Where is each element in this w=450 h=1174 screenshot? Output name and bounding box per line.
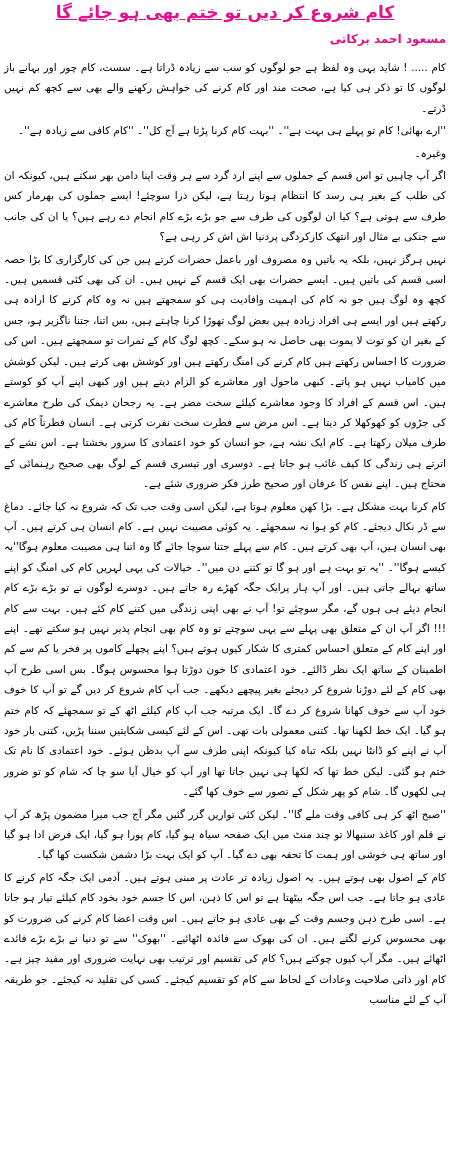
paragraph-7: ''صبح اٹھ کر ہی کافی وقت ملے گا''۔ لیکن کئی تواریں گزر گئیں مگر آج جب میرا مضمون پڑھ کر آپ نے قلم اور کاغذ سنبھالا تو چند منٹ میں ایک صفحہ سیاہ ہو گیا، کام پورا ہو گیا، ایک فرض ادا ہو گیا اور ساتھ ہی خوشی اور ہمت کا تحفہ بھی دے گیا۔ آپ کو ایک بہت بڑا دشمن شکست کھا گیا۔ [4, 808, 446, 862]
paragraph-3: وغیرہ۔ [414, 147, 446, 160]
paragraph-2: ''ارے بھائی! کام تو پہلے ہی بہت ہے''۔ ''بہت کام کرنا پڑتا ہے آج کل''۔ ''کام کافی سے زیادہ ہے''۔ [17, 125, 446, 138]
paragraph-5: نہیں ہرگز نہیں، بلکہ یہ باتیں وہ مصروف اور باعمل حضرات کرتے ہیں جن کی کارگزاری کا بڑا حصہ اسی قسم کی باتیں ہیں۔ ایسے حضرات بھی ایک قسم کے نہیں ہیں۔ ان کی بھی کئی قسمیں ہیں۔ کچھ وہ لوگ ہیں جو نہ کام کی اہمیت وافادیت ہی کو سمجھتے ہیں نہ وہ کام کرنے کا ارادہ ہی رکھتے ہیں اور ایسے ہی افراد زیادہ ہیں بعض لوگ تھوڑا کرنا چاہتے ہیں، بس اتنا، جتنا ناگزیر ہو، جس کے بغیر ان کو توت لا یموت بھی حاصل نہ ہو سکے۔ کچھ لوگ کام کے ثمرات تو سمجھتے ہیں۔ اس کی ضرورت کا احساس رکھتے ہیں کام کرنے کی امنگ رکھتے ہیں اور کوشش بھی کرتے ہیں۔ لیکن کوشش میں کامیاب نہیں ہو پاتے۔ کبھی ماحول اور معاشرے کو الزام دیتے ہیں اور کبھی اپنے آپ کو کوستے ہیں۔ اس قسم کے افراد کا وجود معاشرے کیلئے سخت مضر ہے۔ یہ رجحان دیمک کی طرح معاشرے کی جڑوں کو کھوکھلا کر دیتا ہے۔ اس مرض سے فطرت سخت نفرت کرتی ہے۔ انسان فطرتاً کام کی طرف میلان رکھتا ہے۔ کام ایک نشہ ہے، جو انسان کو خود اعتمادی کا سرور بخشتا ہے۔ اس نشے کے اترتے ہی زندگی کا کیف غائب ہو جاتا ہے۔ دوسری اور تیسری قسم کے لوگ بھی صحیح رہنمائی کے محتاج ہیں۔ اپنے نفس کا عرفان اور صحیح طرز فکر ضروری شئے ہے۔ [4, 253, 446, 491]
paragraph-6: کام کرنا بہت مشکل ہے۔ بڑا کھن معلوم ہوتا ہے، لیکن اسی وقت جب تک کہ شروع نہ کیا جائے۔ دماغ سے ڈر نکال دیجئے۔ کام کو ہوا نہ سمجھئے۔ یہ کوئی مصیبت نہیں ہے۔ کام انسان ہی کرتے ہیں۔ آپ بھی انسان ہیں، آپ بھی کرتے ہیں۔ کام سے پہلے جتنا سوچا جائے گا وہ اتنا ہی مصیبت معلوم ہوگا''یہ کیسے ہوگا''۔ ''یہ تو بہت ہے اور ہو گا تو کتنے دن میں''۔ خیالات کی یہی لہریں کام کی امنگ کو اپنے ساتھ بہالے جاتی ہیں۔ اور آپ ہار پرایک جگہ کھڑے رہ جاتے ہیں۔ دوسرے لوگوں نے تو بڑے بڑے کام انجام دیئے ہی ہوں گے، مگر سوچئے تو! آپ نے بھی اپنی زندگی میں کتنے کام کئے ہیں۔ بہت سے کام !!! اگر آپ ان کے متعلق بھی پہلے سے یہی سوچتے تو وہ کام بھی انجام پذیر نہیں ہو سکتے تھے۔ اپنے اور اپنے کام کے متعلق احساس کمتری کا شکار کیوں ہوتے ہیں؟ اپنے پچھلے کاموں پر فخر یا کم سے کم اطمینان کے ساتھ ایک نظر ڈالئے۔ خود اعتمادی کا خون دوڑتا ہوا محسوس ہوگا۔ بس اسی طرح آپ بھی کام کے لئے دوڑنا شروع کر دیجئے بغیر پیچھے دیکھے۔ جب آپ کام شروع کر دیں گے تو آپ کا خوف خود آپ سے خوف کھانا شروع کر دے گا۔ ایک مرتبہ جب آپ کام کیلئے اٹھ کے تو سمجھئے کہ کام ختم ہو گیا۔ ایک خط لکھنا تھا۔ کتنی معمولی بات تھی۔ اس کے لئے کیسی شکایتیں سننا پڑیں، کتنی بار خود آپ نے اپنے کو ڈانٹا نہیں بلکہ تباہ کیا کیونکہ اپنی طرف سے آپ بدظن ہوئے۔ خود اعتمادی کا نام تک ختم ہو گئی۔ لیکن خط تھا کہ لکھا ہی نہیں جاتا تھا اور آپ کو خیال آیا سو چا کہ شام کو تو ضرور ہی لکھوں گا۔ شام کو پھر شکل کے تصور سے خوف کھا گئے۔ [4, 500, 446, 799]
article-author: مسعود احمد برکاتی [329, 32, 446, 46]
article-title: کام شروع کر دیں تو ختم بھی ہو جائے گا [55, 3, 395, 23]
paragraph-1: کام ..... ! شاید یہی وہ لفظ ہے جو لوگوں کو سب سے زیادہ ڈراتا ہے۔ سست، کام چور اور بہانے باز لوگوں کا تو ذکر ہی کیا ہے، صحت مند اور کام کرنے کی خواہش رکھنے والے بھی سے کچھ کم نہیں ڈرتے۔ [4, 62, 446, 115]
paragraph-4: اگر آپ چاہیں تو اس قسم کے جملوں سے اپنے ارد گرد سے ہر وقت اپنا دامن بھر سکتے ہیں، کیونکہ ان کی طلب کے بغیر ہی رسد کا انتظام ہوتا رہتا ہے، لیکن ذرا سوچئے! ایسے جملوں کی بھرمار کس طرف سے ہوتی ہے؟ کیا ان لوگوں کی طرف سے جو بڑے بڑے کام انجام دے رہے ہیں؟ یا ان کی جانب سے جنکی بے مثال اور انتھک کارکردگی پردنیا اش اش کر رہی ہے؟ [4, 170, 446, 244]
paragraph-8: کام کے اصول بھی ہوتے ہیں۔ یہ اصول زیادہ تر عادت پر مبنی ہوتے ہیں۔ آدمی ایک جگہ کام کرنے کا عادی ہو جاتا ہے۔ جب اس جگہ بیٹھتا ہے تو اس کا ذہن، اس کا جسم خود بخود کام کیلئے تیار ہو جاتا ہے۔ اسی طرح ذہن وجسم وقت کے بھی عادی ہو جاتے ہیں۔ اس وقت اعضا کام کرنے کی ضرورت کو بھی محسوس کرنے لگتے ہیں۔ ان کی بھوک سے فائدہ اٹھائیے۔ ''بھوک'' سے تو دنیا نے بڑے بڑے فائدے اٹھائے ہیں۔ مگر آپ کیوں چوکتے ہیں؟ کام کی تقسیم اور ترتیب بھی نہایت ضروری اور مفید چیز ہے۔ کام اور ذاتی صلاحیت وعادات کے لحاظ سے کام کو تقسیم کیجئے۔ کسی کی تقلید نہ کیجئے۔ جو طریقہ آپ کے لئے مناسب [4, 871, 446, 1007]
